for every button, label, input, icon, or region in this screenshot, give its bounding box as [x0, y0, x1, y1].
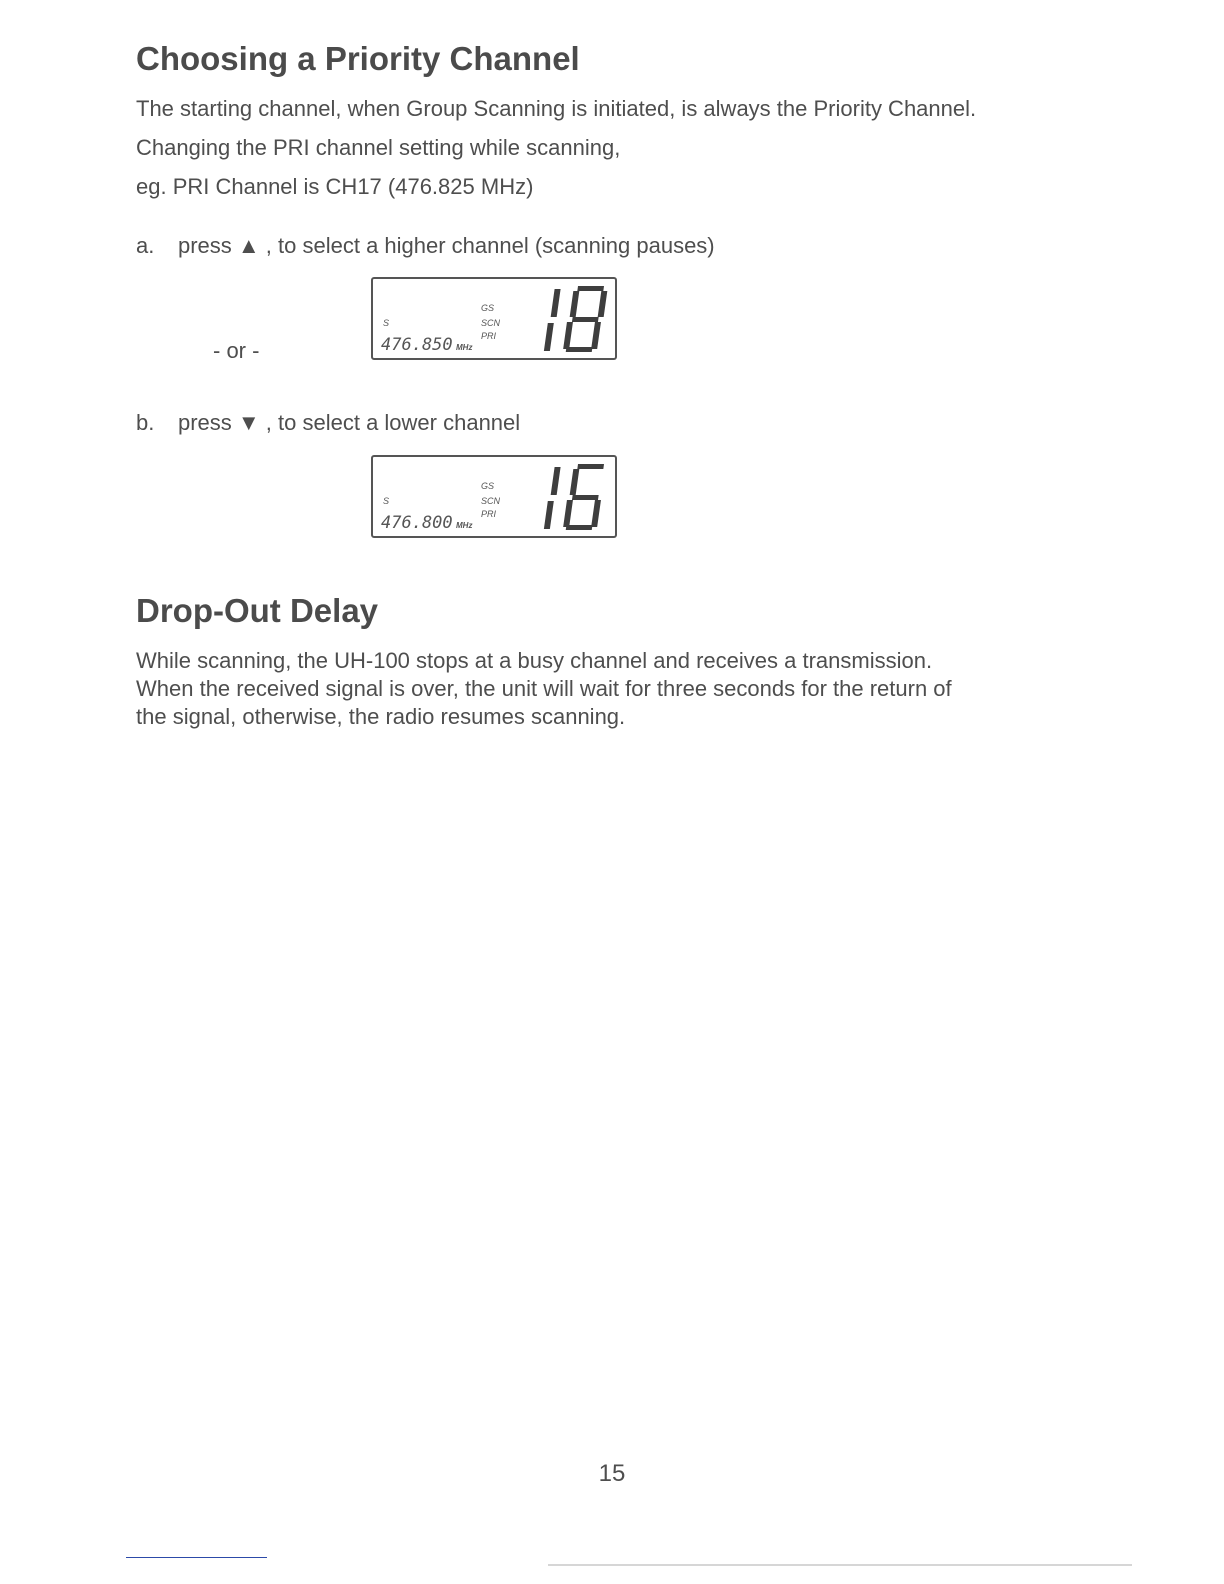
lcd-s-indicator: S [383, 496, 390, 506]
lcd-segment [544, 501, 554, 529]
lcd-scn-indicator: SCN [481, 318, 501, 328]
step-a-text: press ▲ , to select a higher channel (scanning pauses) [178, 233, 715, 258]
lcd-segment [566, 525, 593, 530]
lcd-channel-digits [544, 286, 608, 352]
paragraph-line: While scanning, the UH-100 stops at a busy channel and receives a transmission. [136, 648, 933, 673]
section-title-drop-out-delay: Drop-Out Delay [136, 592, 379, 629]
lcd-frequency: 476.800 [381, 513, 453, 533]
lcd-segment [591, 500, 601, 527]
lcd-segment [570, 291, 580, 317]
lcd-segment [551, 467, 561, 495]
paragraph-line: When the received signal is over, the unit will wait for three seconds for the return of [136, 676, 952, 701]
paragraph-line: eg. PRI Channel is CH17 (476.825 MHz) [136, 174, 534, 199]
lcd-display-graphic [373, 457, 619, 540]
lcd-display-graphic [373, 279, 619, 362]
lcd-display-higher [371, 277, 617, 360]
lcd-segment [544, 323, 554, 351]
or-separator: - or - [213, 338, 260, 363]
lcd-segment [577, 286, 604, 291]
lcd-segment [563, 322, 573, 349]
section-title-priority-channel: Choosing a Priority Channel [136, 40, 580, 77]
paragraph-line: The starting channel, when Group Scanning is initiated, is always the Priority Channel. [136, 96, 977, 121]
lcd-segment [551, 289, 561, 317]
step-b [136, 410, 520, 436]
paragraph-line: the signal, otherwise, the radio resumes scanning. [136, 704, 626, 729]
footer-rule [126, 1557, 267, 1558]
lcd-segment [598, 291, 608, 317]
lcd-channel-digits [544, 464, 606, 530]
lcd-pri-indicator: PRI [481, 331, 497, 341]
lcd-scn-indicator: SCN [481, 496, 501, 506]
step-b-text: press ▼ , to select a lower channel [178, 410, 521, 435]
lcd-unit: MHz [456, 343, 473, 352]
lcd-segment [563, 500, 573, 527]
lcd-gs-indicator: GS [481, 481, 495, 491]
lcd-segment [572, 495, 599, 500]
step-b-label: b. [136, 410, 155, 435]
lcd-display-lower [371, 455, 617, 538]
lcd-frequency: 476.850 [381, 335, 453, 355]
lcd-gs-indicator: GS [481, 303, 495, 313]
lcd-unit: MHz [456, 521, 473, 530]
footer-rule [548, 1564, 1132, 1566]
step-a [136, 233, 715, 259]
lcd-segment [570, 469, 580, 495]
lcd-segment [591, 322, 601, 349]
lcd-segment [566, 347, 593, 352]
page-number: 15 [598, 1460, 626, 1487]
lcd-segment [572, 317, 599, 322]
step-a-label: a. [136, 233, 155, 258]
paragraph-line: Changing the PRI channel setting while scanning, [136, 135, 621, 160]
lcd-segment [577, 464, 604, 469]
lcd-pri-indicator: PRI [481, 509, 497, 519]
lcd-s-indicator: S [383, 318, 390, 328]
